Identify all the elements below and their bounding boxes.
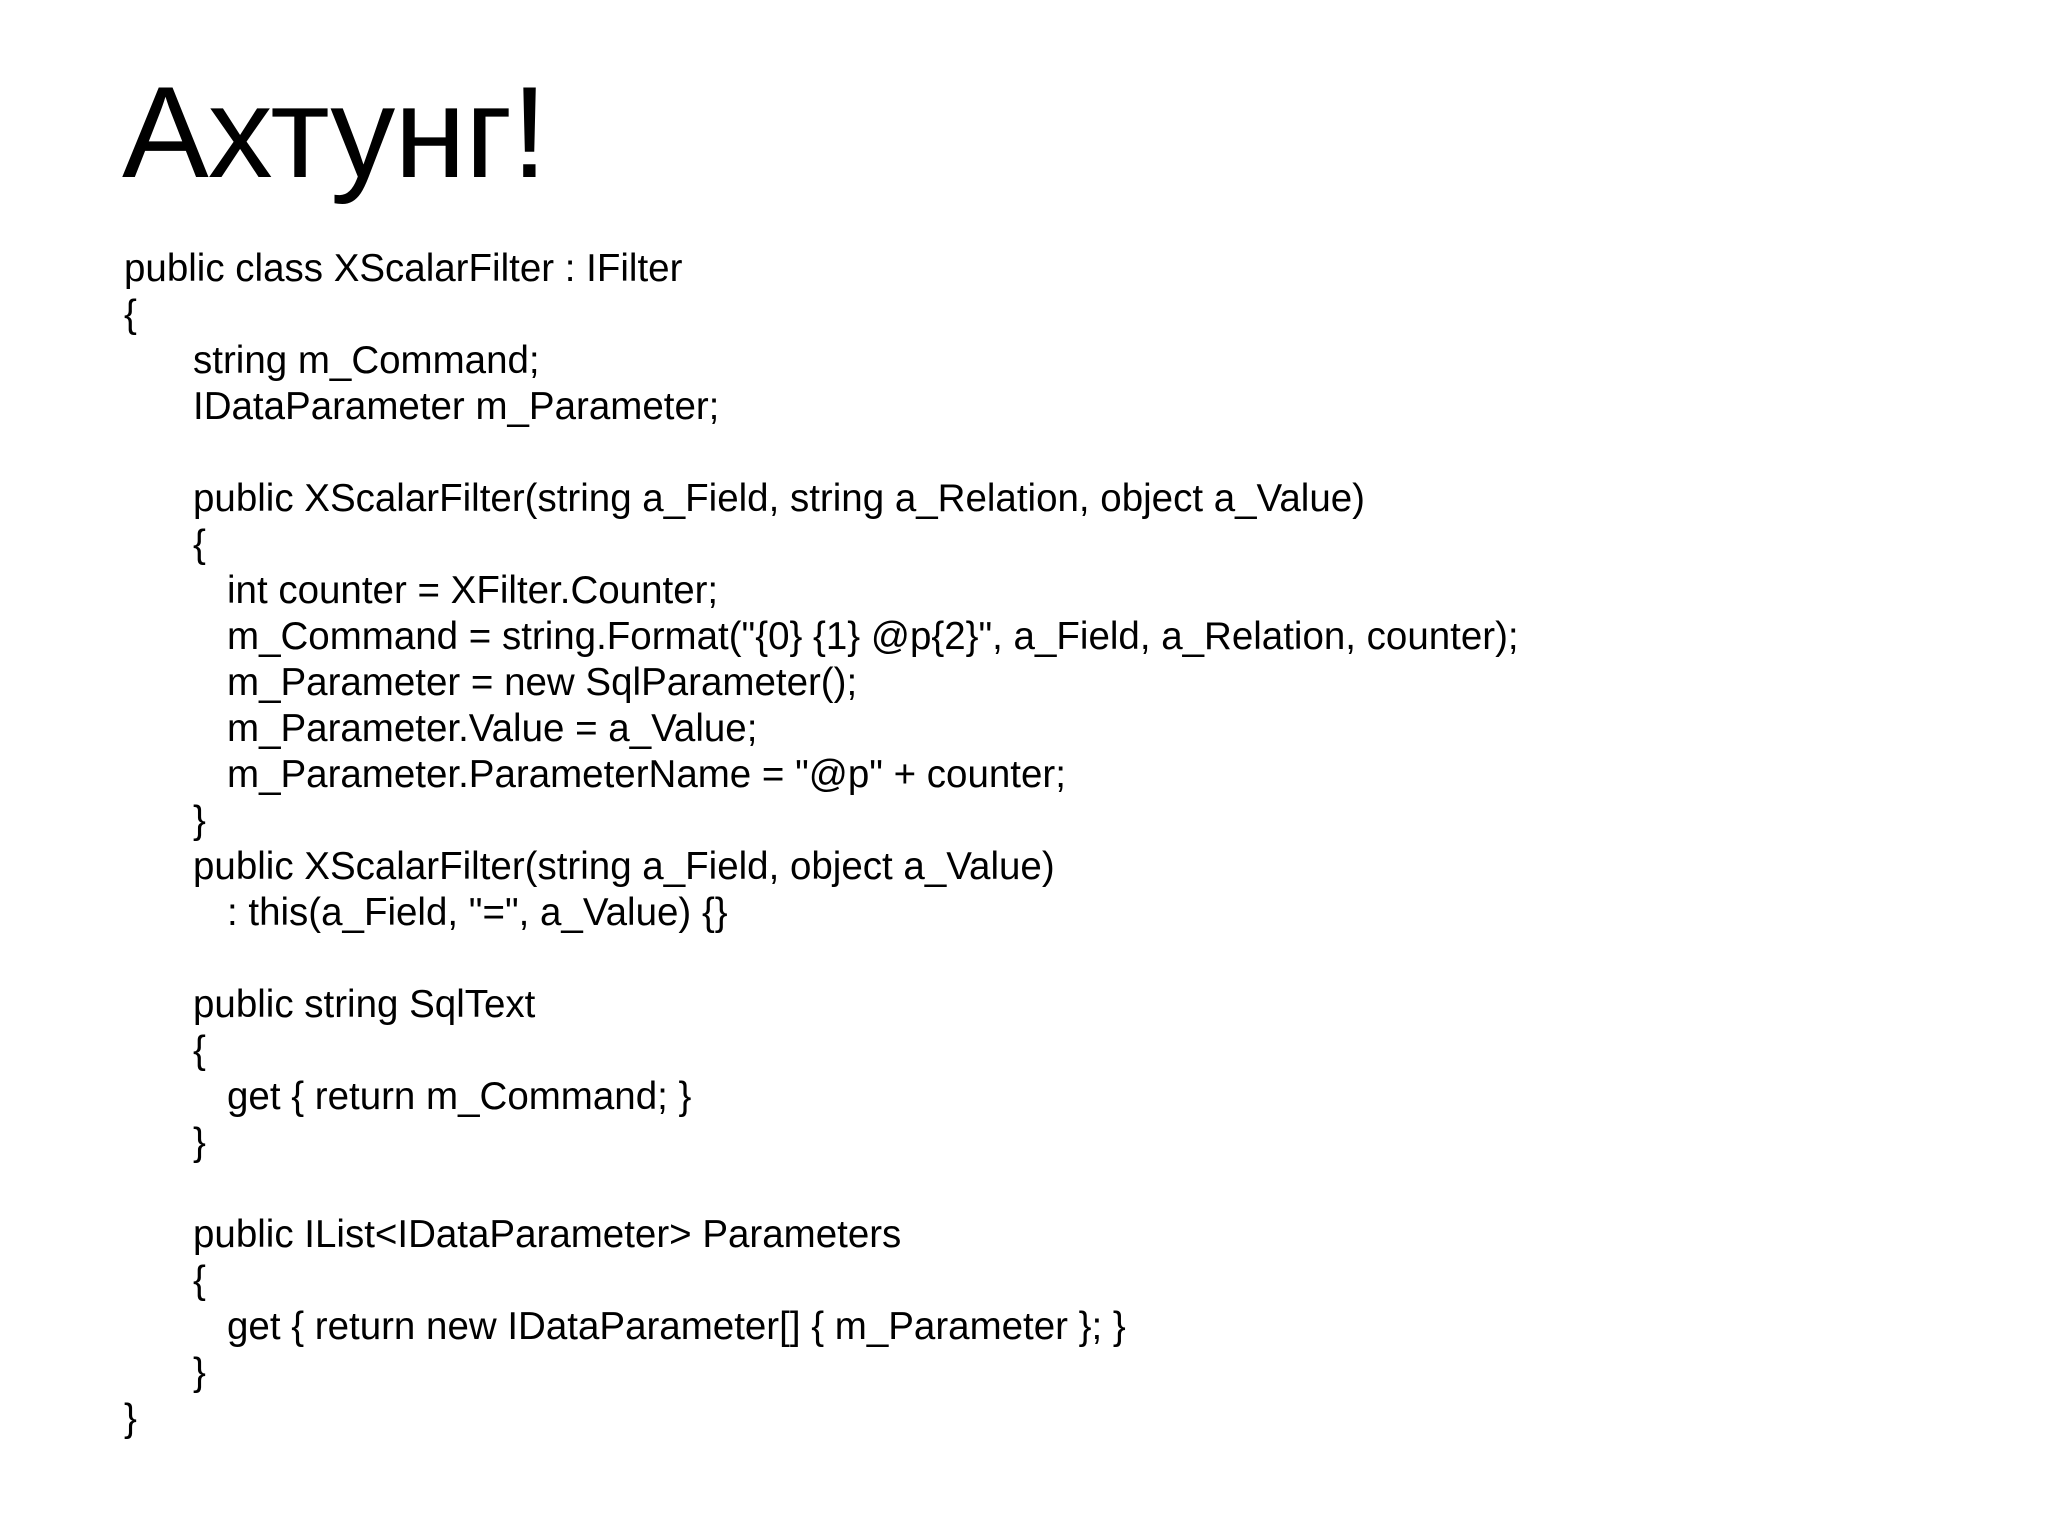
code-line xyxy=(124,936,1519,982)
code-line: m_Command = string.Format("{0} {1} @p{2}", a_Field, a_Relation, counter); xyxy=(227,615,1519,658)
code-line: { xyxy=(193,523,206,566)
code-line: public XScalarFilter(string a_Field, string a_Relation, object a_Value) xyxy=(193,477,1365,520)
code-line: public IList<IDataParameter> Parameters xyxy=(193,1213,902,1256)
code-line: m_Parameter.Value = a_Value; xyxy=(227,707,758,750)
code-line: public class XScalarFilter : IFilter xyxy=(124,247,683,290)
code-line: public XScalarFilter(string a_Field, object a_Value) xyxy=(193,845,1055,888)
code-line: IDataParameter m_Parameter; xyxy=(193,385,720,428)
slide-title: Ахтунг! xyxy=(122,59,547,205)
code-line: } xyxy=(124,1397,137,1440)
code-line: string m_Command; xyxy=(193,339,540,382)
code-line: m_Parameter.ParameterName = "@p" + counter; xyxy=(227,753,1066,796)
code-line: public string SqlText xyxy=(193,983,536,1026)
code-line: get { return new IDataParameter[] { m_Parameter }; } xyxy=(227,1305,1126,1348)
code-line: { xyxy=(193,1259,206,1302)
code-line xyxy=(124,1166,1519,1212)
code-line: int counter = XFilter.Counter; xyxy=(227,569,719,612)
code-line: } xyxy=(193,1121,206,1164)
code-line: } xyxy=(193,799,206,842)
code-line: : this(a_Field, "=", a_Value) {} xyxy=(227,891,728,934)
code-block xyxy=(124,246,1519,1442)
code-line xyxy=(124,430,1519,476)
code-line: { xyxy=(193,1029,206,1072)
code-line: { xyxy=(124,293,137,336)
code-line: m_Parameter = new SqlParameter(); xyxy=(227,661,858,704)
code-line: } xyxy=(193,1351,206,1394)
code-line: get { return m_Command; } xyxy=(227,1075,692,1118)
